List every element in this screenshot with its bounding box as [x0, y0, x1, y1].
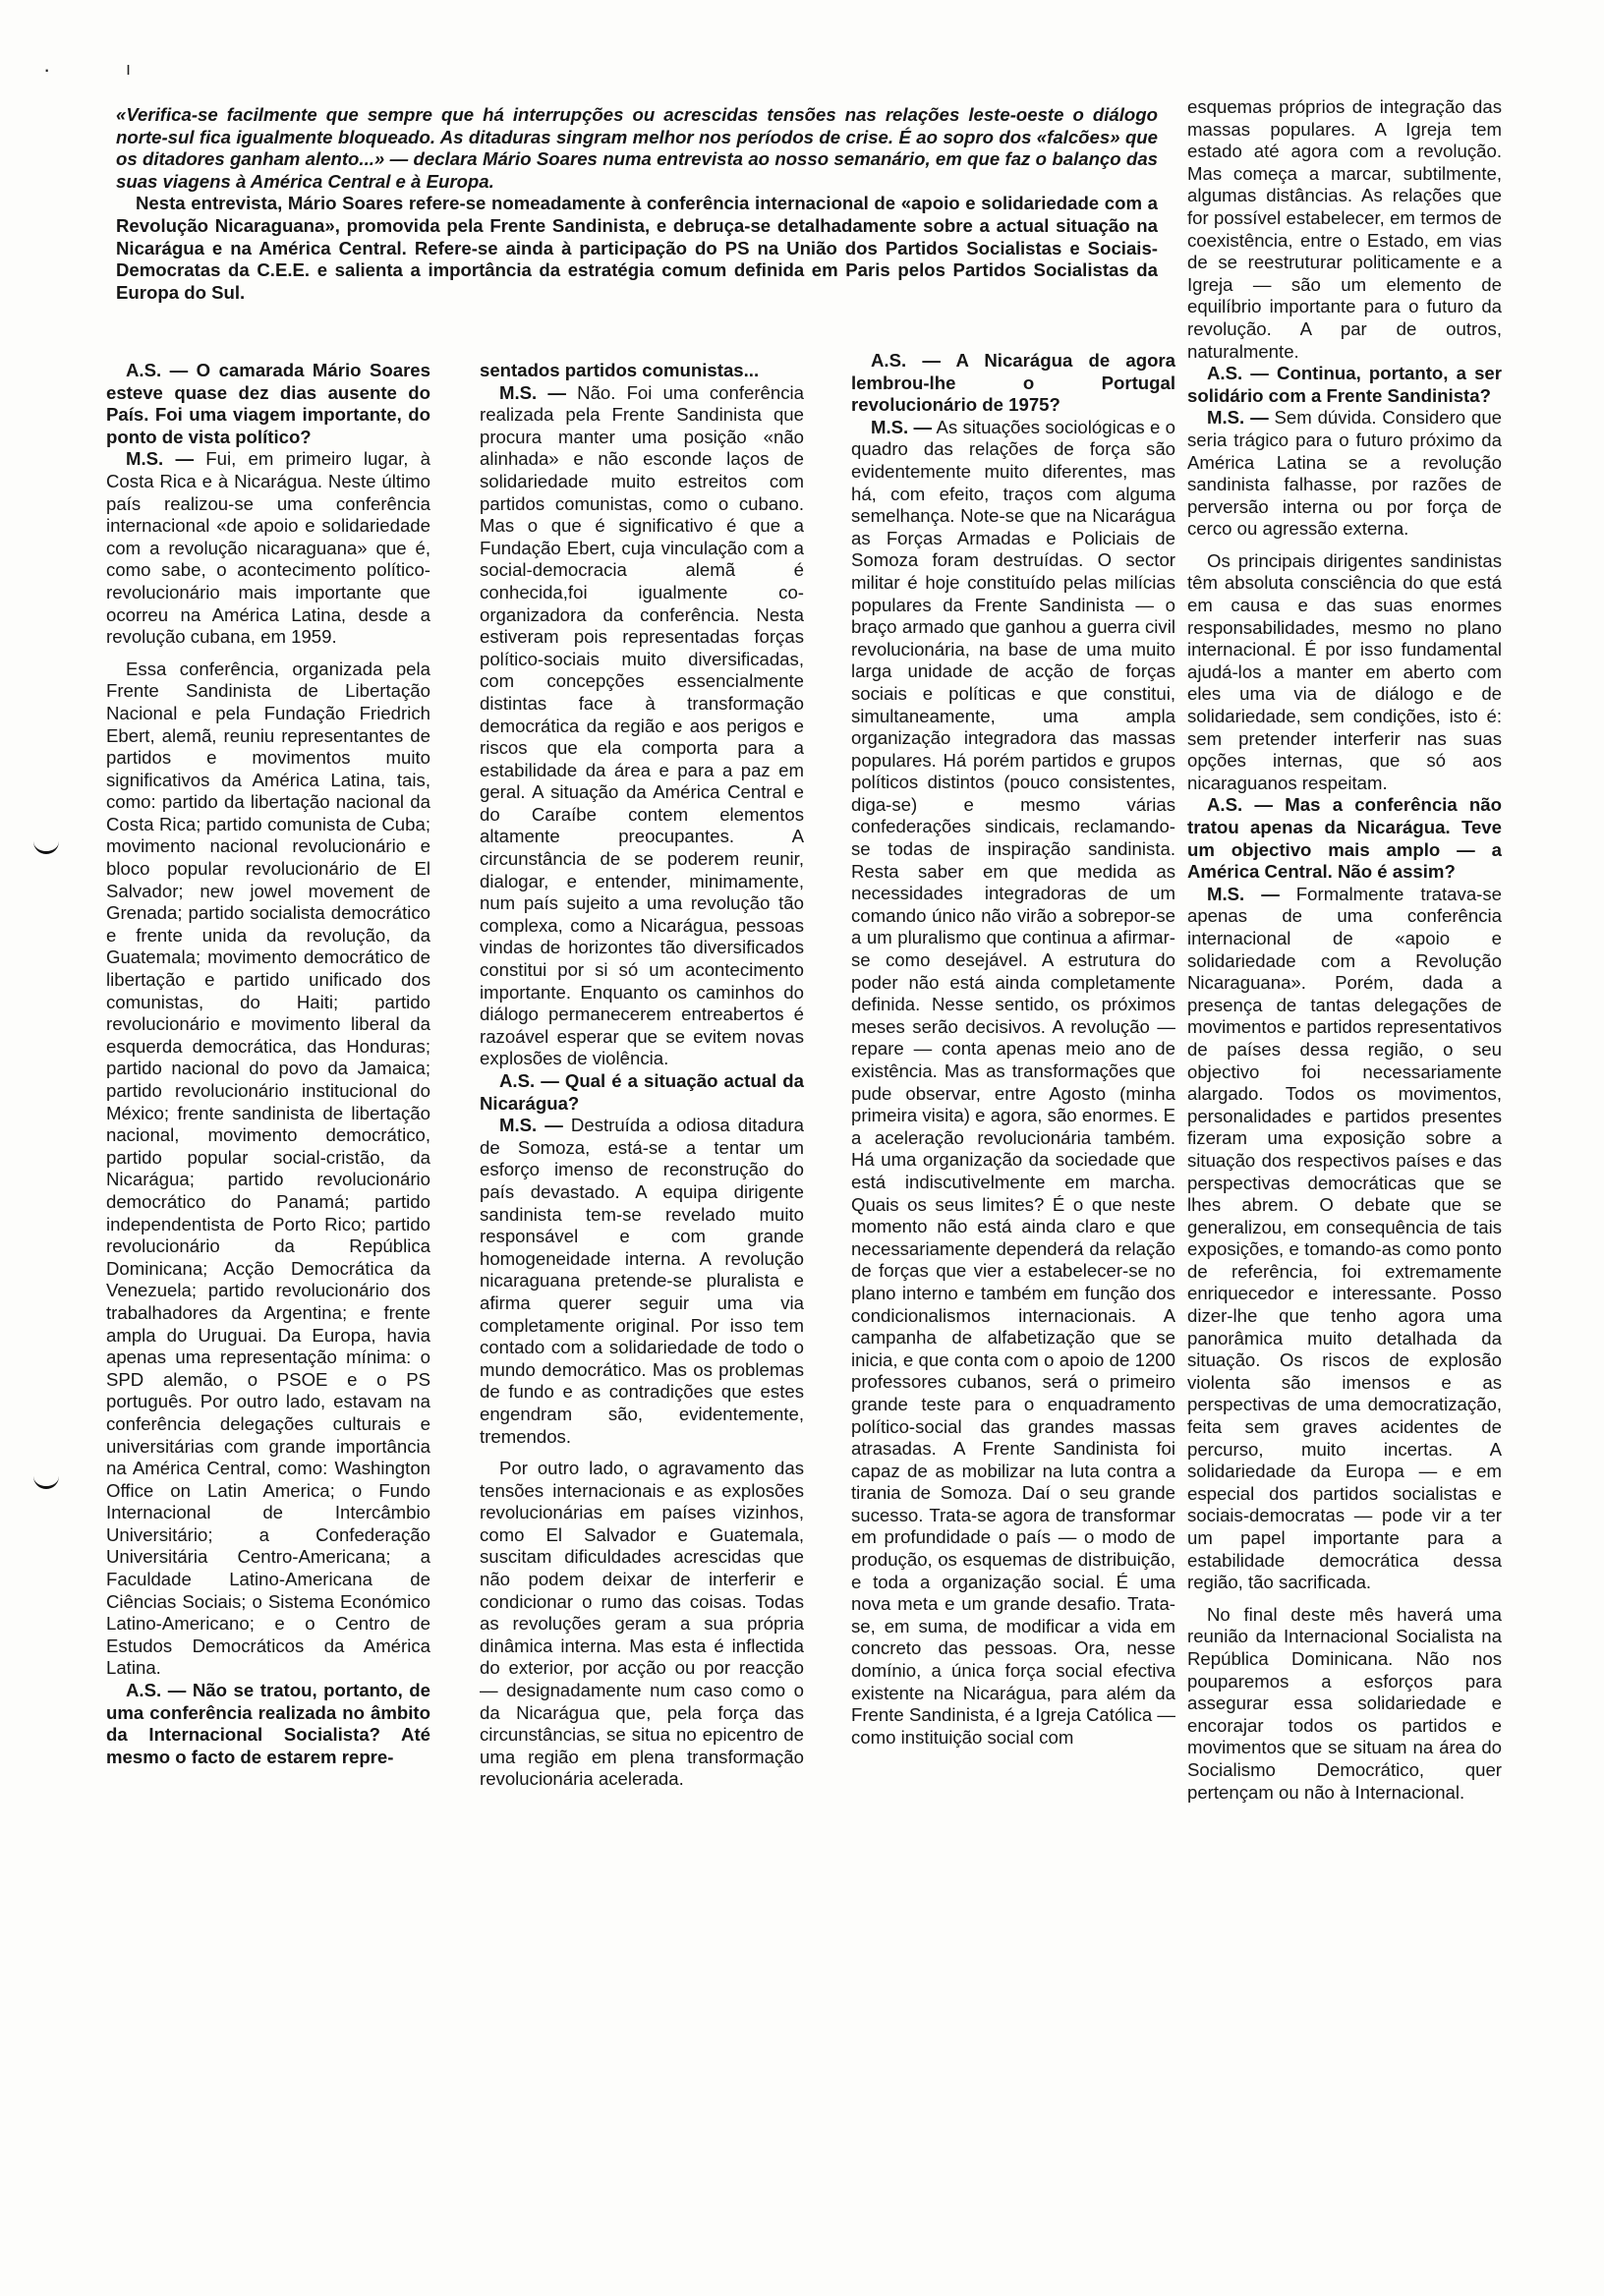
- column-4: [1187, 96, 1502, 1804]
- answer-4: As situações sociológicas e o quadro das relações de força são evidentemente muito diferentes, mas há, com efeito, traços com alguma semelhança. Note-se que na Nicarágua as Forças Armadas e Policiais de Somoza foram destruídas. O sector militar é hoje constituído pelas milícias populares da Frente Sandinista — o braço armado que ganhou a guerra civil revolucionária, na base de uma muito larga unidade de acção de forças sociais e políticas e que constitui, simultaneamente, uma ampla organização integradora das massas populares. Há porém partidos e grupos políticos distintos (pouco consistentes, diga-se) e mesmo várias confederações sindicais, reclamando-se todas de inspiração sandinista. Resta saber em que medida as necessidades integradoras de um comando único não virão a sobrepor-se a um pluralismo que continua a afirmar-se como desejável. A estrutura do poder não está ainda completamente definida. Nesse sentido, os próximos meses serão decisivos. A revolução — repare — conta apenas meio ano de existência. Mas as transformações que pude observar, entre Agosto (minha primeira visita) e agora, são enormes. E a aceleração revolucionária também. Há uma organização da sociedade que está indiscutivelmente em marcha. Quais os seus limites? É o que neste momento não está ainda claro e que necessariamente dependerá da relação de forças que vier a estabelecer-se no plano interno e também em função dos condicionalismos internacionais. A campanha de alfabetização que se inicia, e que conta com o apoio de 1200 professores cubanos, será o primeiro grande teste para o enquadramento político-social das grandes massas atrasadas. A Frente Sandinista foi capaz de as mobilizar na luta contra a tirania de Somoza. Daí o seu grande sucesso. Trata-se agora de transformar em profundidade o país — o modo de produção, os esquemas de distribuição, e toda a organização social. É uma nova meta e um grande desafio. Trata-se, em suma, de modificar a vida em concreto das pessoas. Ora, nesse domínio, a única força social efectiva existente na Nicarágua, para além da Frente Sandinista, é a Igreja Católica — como instituição social com: [851, 416, 1175, 1748]
- answer-1-paragraph-2: Essa conferência, organizada pela Frente Sandinista de Libertação Nacional e pela Fundação Friedrich Ebert, alemã, reuniu representantes de partidos e movimentos muito significativos da América Latina, tais, como: partido da libertação nacional da Costa Rica; partido comunista de Cuba; movimento nacional revolucionário e bloco popular revolucionário de El Salvador; new jowel movement de Grenada; partido socialista democrático e frente unida da revolução, da Guatemala; movimento democrático de libertação e partido unificado dos comunistas, do Haiti; partido revolucionário e movimento liberal da esquerda democrática, das Honduras; partido nacional do povo da Jamaica; partido revolucionário institucional do México; frente sandinista de libertação nacional, movimento democrático, partido popular social-cristão, da Nicarágua; partido revolucionário democrático do Panamá; partido independentista de Porto Rico; partido revolucionário da República Dominicana; Acção Democrática da Venezuela; partido revolucionário dos trabalhadores da Argentina; e frente ampla do Uruguai. Da Europa, havia apenas uma representação mínima: o SPD alemão, o PSOE e o PS português. Por outro lado, estavam na conferência delegações culturais e universitárias com grande importância na América Central, como: Washington Office on Latin America; o Fundo Internacional de Intercâmbio Universitário; a Confederação Universitária Centro-Americana; a Faculdade Latino-Americana de Ciências Sociais; o Sistema Económico Latino-Americano; e o Centro de Estudos Democráticos da América Latina.: [106, 658, 430, 1679]
- page-binding-mark: [33, 1472, 59, 1489]
- intro-summary: Nesta entrevista, Mário Soares refere-se nomeadamente à conferência internacional de «apoio e solidariedade com a Revolução Nicaraguana», promovida pela Frente Sandinista, e debruça-se detalhadamente sobre a actual situação na Nicarágua e na América Central. Refere-se ainda à participação do PS na União dos Partidos Socialistas e Sociais-Democratas da C.E.E. e salienta a importância da estratégia comum definida em Paris pelos Partidos Socialistas da Europa do Sul.: [116, 193, 1158, 303]
- answer-5-paragraph-2: Os principais dirigentes sandinistas têm absoluta consciência do que está em causa e das suas enormes responsabilidades, mesmo no plano internacional. É por isso fundamental ajudá-los a manter em aberto com eles uma via de diálogo e de solidariedade, sem condições, isto é: sem pretender interferir nas suas opções internas, que só aos nicaraguanos respeitam.: [1187, 549, 1502, 793]
- scan-speck: ·: [43, 57, 51, 82]
- intro-lede: «Verifica-se facilmente que sempre que há interrupções ou acrescidas tensões nas relações leste-oeste o diálogo norte-sul fica igualmente bloqueado. As ditaduras singram melhor nos períodos de crise. É ao sopro dos «falcões» que os ditadores ganham alento...» — declara Mário Soares numa entrevista ao nosso semanário, em que faz o balanço das suas viagens à América Central e à Europa.: [116, 104, 1158, 192]
- question-5: A.S. — Continua, portanto, a ser solidário com a Frente Sandinista?: [1187, 363, 1502, 406]
- speaker-label: M.S. —: [1207, 883, 1280, 904]
- speaker-label: M.S. —: [499, 381, 566, 403]
- answer-1: Fui, em primeiro lugar, à Costa Rica e à Nicarágua. Neste último país realizou-se uma conferência internacional «de apoio e solidariedade com a revolução nicaraguana» que é, como sabe, o acontecimento político-revolucionário mais importante que ocorreu na América Latina, desde a revolução cubana, em 1959.: [106, 448, 430, 648]
- answer-3: Destruída a odiosa ditadura de Somoza, está-se a tentar um esforço imenso de reconstrução do país devastado. A equipa dirigente sandinista tem-se revelado muito responsável e com grande homogeneidade interna. A revolução nicaraguana pretende-se pluralista e afirma querer seguir uma via completamente original. Por isso tem contado com a solidariedade de todo o mundo democrático. Mas os problemas de fundo e as contradições que estes engendram são, evidentemente, tremendos.: [480, 1115, 805, 1447]
- answer-4-continued: esquemas próprios de integração das massas populares. A Igreja tem estado até agora com a revolução. Mas começa a marcar, subtilmente, algumas distâncias. As relações que for possível estabelecer, em termos de coexistência, entre o Estado, em vias de se reestruturar politicamente e a Igreja — são um elemento de equilíbrio importante para o futuro da revolução. A par de outros, naturalmente.: [1187, 96, 1502, 362]
- article-intro: [116, 104, 1158, 304]
- column-3: [851, 350, 1175, 1749]
- page-binding-mark: [33, 837, 59, 854]
- column-1: [106, 360, 430, 1768]
- speaker-label: M.S. —: [1207, 407, 1269, 429]
- question-6: A.S. — Mas a conferência não tratou apenas da Nicarágua. Teve um objectivo mais amplo — a América Central. Não é assim?: [1187, 794, 1502, 883]
- answer-6-paragraph-2: No final deste mês haverá uma reunião da Internacional Socialista na República Dominicana. Não nos pouparemos a esforços para assegurar essa solidariedade e encorajar todos os partidos e movimentos que se situam na área do Socialismo Democrático, quer pertençam ou não à Internacional.: [1187, 1603, 1502, 1803]
- speaker-label: M.S. —: [126, 448, 195, 470]
- speaker-label: M.S. —: [871, 416, 933, 437]
- scan-speck: ı: [126, 59, 132, 79]
- speaker-label: M.S. —: [499, 1115, 563, 1136]
- question-3: A.S. — Qual é a situação actual da Nicarágua?: [480, 1070, 804, 1114]
- column-2: [480, 360, 804, 1791]
- answer-3-paragraph-2: Por outro lado, o agravamento das tensões internacionais e as explosões revolucionárias em países vizinhos, como El Salvador e Guatemala, suscitam dificuldades acrescidas que não podem deixar de interferir e condicionar o rumo das coisas. Todas as revoluções geram a sua própria dinâmica interna. Mas esta é inflectida do exterior, por acção ou por reacção — designadamente num caso como o da Nicarágua que, pela força das circunstâncias, se situa no epicentro de uma região em plena transformação revolucionária acelerada.: [480, 1458, 804, 1790]
- question-4: A.S. — A Nicarágua de agora lembrou-lhe o Portugal revolucionário de 1975?: [851, 350, 1175, 416]
- question-1: A.S. — O camarada Mário Soares esteve quase dez dias ausente do País. Foi uma viagem importante, do ponto de vista político?: [106, 360, 430, 447]
- answer-6: Formalmente tratava-se apenas de uma conferência internacional de «apoio e solidariedade com a Revolução Nicaraguana». Porém, dada a presença de tantas delegações de movimentos e partidos representativos de países dessa região, o seu objectivo foi necessariamente alargado. Todos os movimentos, personalidades e partidos presentes fizeram uma exposição sobre a situação dos respectivos países e das perspectivas democráticas que se lhes abrem. O debate que se generalizou, em consequência de tais exposições, e tomando-as como ponto de referência, foi extremamente enriquecedor e interessante. Posso dizer-lhe que tenho agora uma panorâmica muito detalhada da situação. Os riscos de explosão violenta são imensos e as perspectivas de uma democratização, feita sem graves acidentes de percurso, muito incertas. A solidariedade da Europa — e em especial dos partidos socialistas e sociais-democratas — pode vir a ter um papel importante para a estabilidade democrática dessa região, tão sacrificada.: [1187, 883, 1502, 1593]
- question-2-continued: sentados partidos comunistas...: [480, 360, 760, 380]
- answer-2: Não. Foi uma conferência realizada pela Frente Sandinista que procura manter uma posição «não alinhada» e não esconde laços de solidariedade muito estreitos com partidos comunistas, como o cubano. Mas o que é significativo é que a Fundação Ebert, cuja vinculação com a social-democracia alemã é conhecida,foi igualmente co-organizadora da conferência. Nesta estiveram pois representadas forças político-sociais muito diversificadas, com concepções essencialmente distintas face à transformação democrática da região e aos perigos e riscos que ela comporta para a estabilidade da área e para a paz em geral. A situação da América Central e do Caraíbe contem elementos altamente preocupantes. A circunstância de se poderem reunir, dialogar, e entender, minimamente, num país sujeito a uma revolução tão complexa, como a Nicarágua, pessoas vindas de horizontes tão diversificados constitui por si só um acontecimento importante. Enquanto os caminhos do diálogo permanecerem entreabertos é razoável esperar que se evitem novas explosões de violência.: [480, 381, 805, 1069]
- question-2: A.S. — Não se tratou, portanto, de uma conferência realizada no âmbito da Internacional Socialista? Até mesmo o facto de estarem repre-: [106, 1680, 430, 1767]
- answer-5: Sem dúvida. Considero que seria trágico para o futuro próximo da América Latina se a revolução sandinista falhasse, por razões de perversão interna ou por força de cerco ou agressão externa.: [1187, 407, 1502, 540]
